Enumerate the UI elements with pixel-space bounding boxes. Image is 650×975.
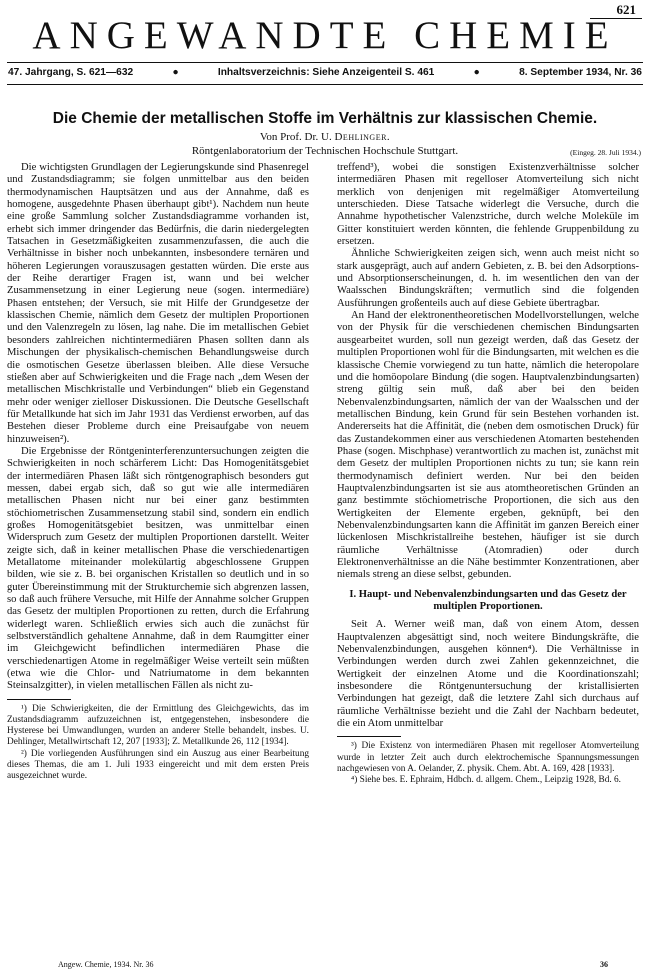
volume-pages: 47. Jahrgang, S. 621—632 — [8, 67, 134, 78]
footer-citation: Angew. Chemie, 1934. Nr. 36 — [58, 960, 154, 969]
body-paragraph: An Hand der elektronentheoretischen Modellvorstellungen, welche von der Physik für die verschiedenen chemischen Bindungsarten ausgearbeitet wurden, soll nun gezeigt werden, daß das Gesetz der multiplen Proportionen wohl für die Bindungsarten, mit welchen es die klassische Chemie vorwiegend zu tun hatte, nämlich die heteropolare und die homöopolare Bindung (die sogen. Hauptvalenzbindungsarten) streng gültig sein muß, daß aber bei den beiden Nebenvalenzbindungsarten, nämlich der van der Waalsschen und der metallischen Bindung, kein Grund für sein Bestehen vorhanden ist. Andererseits hat die Affinität, die (neben dem osmotischen Druck) für das Zustandekommen einer aus verschiedenen Atomarten bestehenden Phase (sogen. Mischphase) verantwortlich zu machen ist, zunächst mit dem Gesetz der multiplen Proportionen nichts zu tun; sie kann rein thermodynamisch definiert werden. Nur bei den beiden Hauptvalenzbindungsarten ist sie aus atomtheoretischen Gründen an ganz bestimmte stöchiometrische Proportionen, die sich aus den Wertigkeiten der Elemente ergeben, geknüpft, bei den Nebenvalenzbindungsarten kann die Affinität im ganzen Bereich einer lückenlosen Mischkristallreihe bestehen, häufiger ist sie durch räumliche Verhältnisse (Atomradien) oder durch Elektronenverhältnisse an die Nähe bestimmter Konzentrationen, aber niemals streng an diese selbst, gebunden. — [337, 310, 639, 581]
journal-masthead: ANGEWANDTE CHEMIE — [32, 14, 618, 57]
body-paragraph: Seit A. Werner weiß man, daß von einem Atom, dessen Hauptvalenzen abgesättigt sind, noch weitere Bindungskräfte, die Nebenvalenzbindungen, ausgehen können⁴). Die Verhältnisse in Verbindungen werden durch zwei Zahlen gekennzeichnet, die Wertigkeit der einzelnen Atome und die Koordinationszahl; insbesondere die Röntgenuntersuchung der kristallisierten Verbindungen hat gezeigt, daß die letztere Zahl sich durchaus auf räumliche Verhältnisse bezieht und die Zahl der Nachbarn bedeutet, die ein Atom unmittelbar — [337, 619, 639, 730]
article-author — [0, 131, 650, 143]
bullet-separator: ● — [172, 67, 179, 78]
issue-info-line — [8, 67, 642, 78]
received-date: (Eingeg. 28. Juli 1934.) — [570, 148, 641, 157]
author-name: Dehlinger. — [334, 131, 391, 143]
footer-issue-number: 36 — [600, 960, 608, 969]
footnote: ¹) Die Schwierigkeiten, die der Ermittlung des Gleichgewichts, das im Zustandsdiagramm aufzuzeichnen ist, entgegenstehen, insbesondere die Hysterese bei Umwandlungen, wurden an anderer Stelle behandelt, insbes. U. Dehlinger, Metallwirtschaft 12, 207 [1933]; Z. Metallkunde 26, 112 [1934]. — [7, 703, 309, 748]
section-heading: I. Haupt- und Nebenvalenzbindungsarten und das Gesetz der multiplen Proportionen. — [349, 588, 627, 613]
page-number: 621 — [616, 2, 636, 17]
article-title: Die Chemie der metallischen Stoffe im Verhältnis zur klassischen Chemie. — [52, 110, 598, 127]
footnote-separator — [337, 736, 401, 737]
footnote: ³) Die Existenz von intermediären Phasen mit regelloser Atomverteilung wurde in letzter Zeit auch durch elektrochemische Spannungsmessungen nachgewiesen von A. Oelander, Z. physik. Chem. Abt. A. 169, 428 [1933]. — [337, 741, 639, 774]
footnote: ⁴) Siehe bes. E. Ephraim, Hdbch. d. allgem. Chem., Leipzig 1928, Bd. 6. — [351, 775, 621, 786]
footnote-separator — [7, 699, 71, 700]
author-prefix: Von Prof. Dr. U. — [259, 131, 332, 143]
body-paragraph: Ähnliche Schwierigkeiten zeigen sich, wenn auch meist nicht so stark ausgeprägt, auch auf andern Gebieten, z. B. bei den Adsorptions- und Absorptionserscheinungen, d. h. im wesentlichen den van der Waalsschen Bindungskräften; vermutlich sind die folgenden Ausführungen großenteils auch auf diese Gebiete übertragbar. — [337, 248, 639, 309]
contents-note: Inhaltsverzeichnis: Siehe Anzeigenteil S. 461 — [217, 67, 435, 78]
bullet-separator: ● — [473, 67, 480, 78]
masthead-rule-bottom — [7, 84, 643, 85]
body-paragraph: treffend³), wobei die sonstigen Existenzverhältnisse solcher intermediären Phasen mit regelloser Atomverteilung sich nicht merklich von denjenigen mit regelmäßiger Atomverteilung unterschieden. Diese Tatsache widerlegt die Versuche, durch die Annahme hypothetischer Valenzstriche, durch welche Moleküle im Gitter konstituiert werden könnten, die fehlende Gruppenbildung zu ersetzen. — [337, 162, 639, 248]
issue-date: 8. September 1934, Nr. 36 — [519, 67, 642, 78]
body-paragraph: Die wichtigsten Grundlagen der Legierungskunde sind Phasenregel und Zustandsdiagramm; sie folgen unmittelbar aus den beiden thermodynamischen Hauptsätzen und aus der Annahme, daß es homogene, ausgedehnte Phasen überhaupt gibt¹). Nachdem nun heute eine große Sammlung solcher Zustandsdiagramme vorhanden ist, erhebt sich immer dringender das Bedürfnis, die darin niedergelegten Tatsachen in Gesetzmäßigkeiten zusammenzufassen, die auch die Verhältnisse in bisher noch unbekannten, insbesondere ternären und höheren Legierungen vorauszusagen gestatten würden. Die erste aus der Reihe derartiger Fragen ist, wann und bei welcher Zusammensetzung in einer Legierung neue (sogen. intermediäre) Phasen entstehen; der Versuch, sie mit Hilfe der Grundgesetze der klassischen Chemie, nämlich dem Gesetz der multiplen Proportionen und den Valenzregeln zu lösen, lag nahe. Die im metallischen Gebiet besonders zahlreichen nichtintermediären Phasen sollten dann als Mischungen der physikalisch-chemischen Behandlungsweise durch die osmotischen Gesetze überlassen bleiben. Alle diese Versuche stießen aber auf Schwierigkeiten und die Frage nach „dem Wesen der metallischen Mischkristalle und Verbindungen“ blieb ein Gegenstand mehr oder weniger zielloser Diskussionen. Die Deutsche Gesellschaft für Metallkunde hat sich im Jahr 1931 das Verdienst erworben, auf das Bestehen dieser Probleme durch eine Preisaufgabe von neuem hinzuweisen²). — [7, 162, 309, 445]
body-paragraph: Die Ergebnisse der Röntgeninterferenzuntersuchungen zeigten die Schwierigkeiten in noch schärferem Licht: Das Homogenitätsgebiet der intermediären Phasen läßt sich röntgenographisch besonders gut messen, dabei ergab sich, daß so gut wie alle intermediären metallischen Phasen nicht nur bei einer ganz bestimmten stöchiometrischen Zusammensetzung stabil sind, sondern ein endlich großes Homogenitätsgebiet besitzen, was unmittelbar einen Widerspruch zum Gesetz der multiplen Proportionen darstellt. Weiter zeigte sich, daß in keiner metallischen Phase die verschiedenartigen Metallatome miteinander molekülartig abgeschlossene Gruppen bilden, wie sie z. B. bei organischen Kristallen so deutlich und in so guter Übereinstimmung mit der Strukturchemie sich abgrenzen lassen, so daß auch frühere Versuche, mit Hilfe der Annahme solcher Gruppen das Gesetz der multiplen Proportionen zu retten, durch die Erfahrung widerlegt waren. Schließlich erwies sich auch die zunächst für selbstverständlich gehaltene Annahme, daß in dem Raumgitter einer im Gleichgewicht befindlichen intermediären Phase die verschiedenartigen Atome in regelmäßiger Weise verteilt sein müßten (etwa wie die Chlor- und Natriumatome in dem bekannten Steinsalzgitter), in vielen metallischen Fällen als nicht zu- — [7, 445, 309, 692]
footnote: ²) Die vorliegenden Ausführungen sind ein Auszug aus einer Bearbeitung dieses Themas, die am 1. Juli 1933 eingereicht und mit dem ersten Preis ausgezeichnet wurde. — [7, 748, 309, 781]
right-column — [337, 162, 639, 786]
masthead-rule-top — [7, 62, 643, 63]
article-affiliation: Röntgenlaboratorium der Technischen Hochschule Stuttgart. — [191, 145, 459, 157]
left-column — [7, 162, 309, 782]
